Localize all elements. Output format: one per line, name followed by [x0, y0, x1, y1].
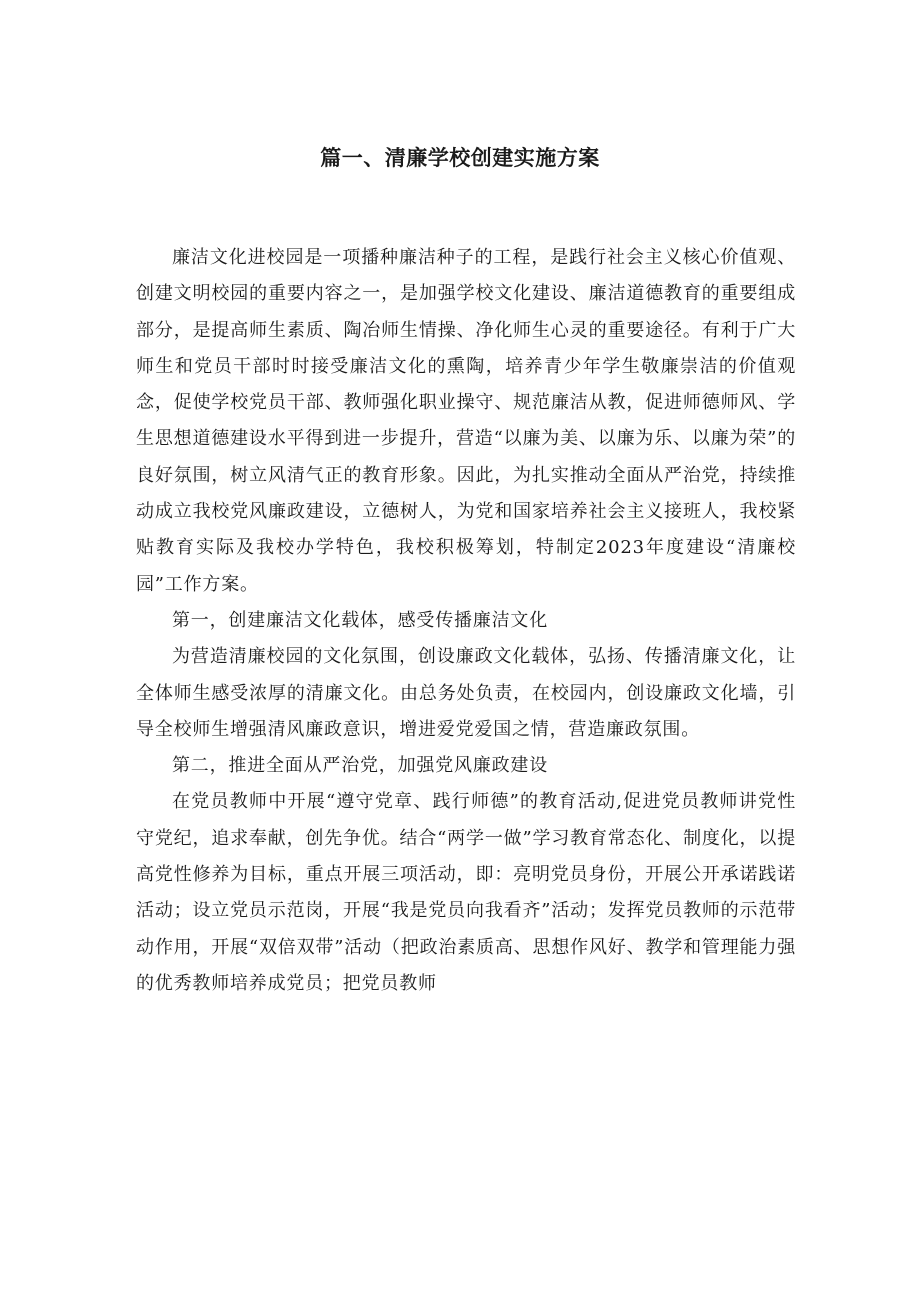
document-title: 篇一、清廉学校创建实施方案 [320, 146, 600, 170]
section-heading-1: 第一，创建廉洁文化载体，感受传播廉洁文化 [172, 609, 548, 631]
section-2-paragraph: 在党员教师中开展“遵守党章、践行师德”的教育活动,促进党员教师讲党性守党纪，追求奉献，创先争优。结合“两学一做”学习教育常态化、制度化，以提高党性修养为目标，重点开展三项活动，即：亮明党员身份，开展公开承诺践诺活动；设立党员示范岗，开展“我是党员向我看齐”活动；发挥党员教师的示范带动作用，开展“双倍双带”活动（把政治素质高、思想作风好、教学和管理能力强的优秀教师培养成党员；把党员教师 [136, 791, 796, 994]
section-1-paragraph: 为营造清廉校园的文化氛围，创设廉政文化载体，弘扬、传播清廉文化，让全体师生感受浓厚的清廉文化。由总务处负责，在校园内，创设廉政文化墙，引导全校师生增强清风廉政意识，增进爱党爱国之情，营造廉政氛围。 [136, 646, 796, 740]
intro-paragraph: 廉洁文化进校园是一项播种廉洁种子的工程，是践行社会主义核心价值观、创建文明校园的重要内容之一，是加强学校文化建设、廉洁道德教育的重要组成部分，是提高师生素质、陶冶师生情操、净化师生心灵的重要途径。有利于广大师生和党员干部时时接受廉洁文化的熏陶，培养青少年学生敬廉崇洁的价值观念，促使学校党员干部、教师强化职业操守、规范廉洁从教，促进师德师风、学生思想道德建设水平得到进一步提升，营造“以廉为美、以廉为乐、以廉为荣”的良好氛围，树立风清气正的教育形象。因此，为扎实推动全面从严治党，持续推动成立我校党风廉政建设，立德树人，为党和国家培养社会主义接班人，我校紧贴教育实际及我校办学特色，我校积极筹划，特制定2023年度建设“清廉校园”工作方案。 [136, 247, 796, 595]
document-body [136, 240, 796, 1002]
section-heading-2: 第二，推进全面从严治党，加强党风廉政建设 [172, 755, 548, 777]
